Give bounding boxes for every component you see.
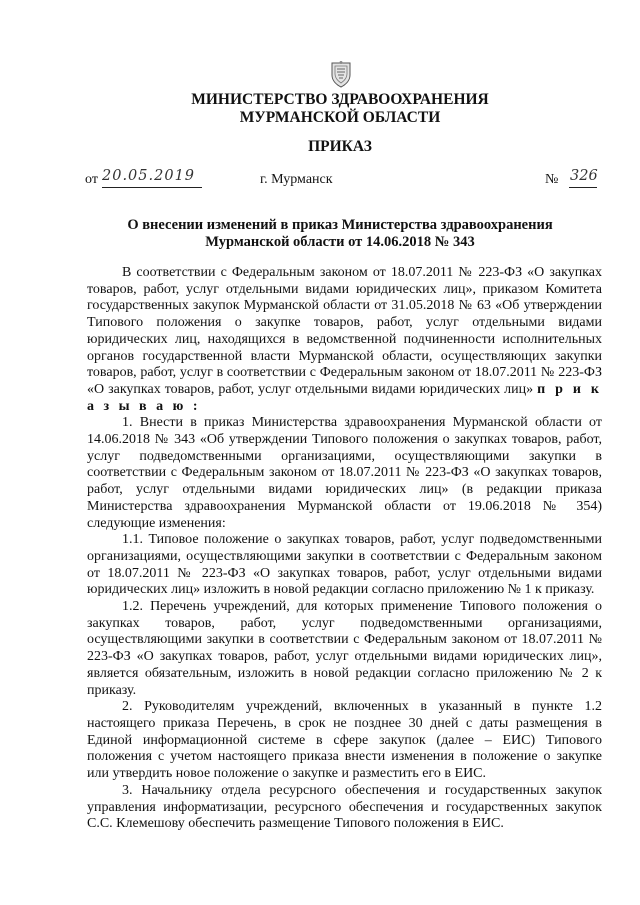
document-type: ПРИКАЗ <box>308 138 372 155</box>
order-body <box>87 265 602 833</box>
handwritten-number: 326 <box>570 168 598 184</box>
date-number-row <box>85 170 600 190</box>
preamble-text: В соответствии с Федеральным законом от 18.07.2011 № 223-ФЗ «О закупках товаров, работ, услуг отдельными видами юридических лиц», приказом Комитета государственных закупок Мурманской области от 31.05.2018 № 63 «Об утверждении Типового положения о закупке товаров, работ, услуг отдельными видами юридических лиц, находящихся в ведомственной подчиненности исполнительных органов государственной власти Мурманской области, осуществляющих закупки товаров, работ, услуг в соответствии с Федеральным законом от 18.07.2011 № 223-ФЗ «О закупках товаров, работ, услуг отдельными видами юридических лиц» <box>87 265 602 397</box>
city: г. Мурманск <box>260 172 333 187</box>
paragraph-1-2: 1.2. Перечень учреждений, для которых применение Типового положения о закупках товаров, работ, услуг подведомственными организациями, осуществляющими закупки в соответствии с Федеральным законом от 18.07.2011 № 223-ФЗ «О закупках товаров, работ, услуг отдельными видами юридических лиц», является обязательным, изложить в новой редакции согласно приложению № 2 к приказу. <box>87 599 602 698</box>
date-prefix: от <box>85 172 98 187</box>
paragraph-1-1: 1.1. Типовое положение о закупках товаров, работ, услуг подведомственными организациями, осуществляющими закупки в соответствии с Федеральным законом от 18.07.2011 № 223-ФЗ «О закупках товаров, работ, услуг отдельными видами юридических лиц» изложить в новой редакции согласно приложению № 1 к приказу. <box>87 532 602 598</box>
number-underline <box>569 187 597 188</box>
handwritten-date: 20.05.2019 <box>102 168 196 184</box>
number-prefix: № <box>545 172 559 187</box>
ministry-name-line2: МУРМАНСКОЙ ОБЛАСТИ <box>239 109 441 126</box>
preamble-paragraph <box>87 265 602 415</box>
order-subject <box>120 217 560 251</box>
coat-of-arms-icon <box>330 60 352 88</box>
paragraph-1: 1. Внести в приказ Министерства здравоохранения Мурманской области от 14.06.2018 № 343 «Об утверждении Типового положения о закупках товаров, работ, услуг подведомственными организациями, осуществляющими закупки в соответствии с Федеральным законом от 18.07.2011 № 223-ФЗ «О закупках товаров, работ, услуг отдельными видами юридических лиц» (в редакции приказа Министерства здравоохранения Мурманской области от 19.06.2018 № 354) следующие изменения: <box>87 415 602 531</box>
subject-line2: Мурманской области от 14.06.2018 № 343 <box>205 234 475 250</box>
subject-line1: О внесении изменений в приказ Министерства здравоохранения <box>127 217 553 233</box>
paragraph-2: 2. Руководителям учреждений, включенных в указанный в пункте 1.2 настоящего приказа Перечень, в срок не позднее 30 дней с даты размещения в Единой информационной системе в сфере закупок (далее – ЕИС) Типового положения с учетом настоящего приказа внести изменения в положение о закупке или утвердить новое положение о закупке и разместить его в ЕИС. <box>87 699 602 782</box>
date-underline <box>102 187 202 188</box>
ministry-name-line1: МИНИСТЕРСТВО ЗДРАВООХРАНЕНИЯ <box>191 91 489 108</box>
order-verb: п р и к а з ы в а ю : <box>87 381 602 414</box>
paragraph-3: 3. Начальнику отдела ресурсного обеспечения и государственных закупок управления информатизации, ресурсного обеспечения и государственных закупок С.С. Клемешову обеспечить размещение Типового положения в ЕИС. <box>87 782 602 832</box>
